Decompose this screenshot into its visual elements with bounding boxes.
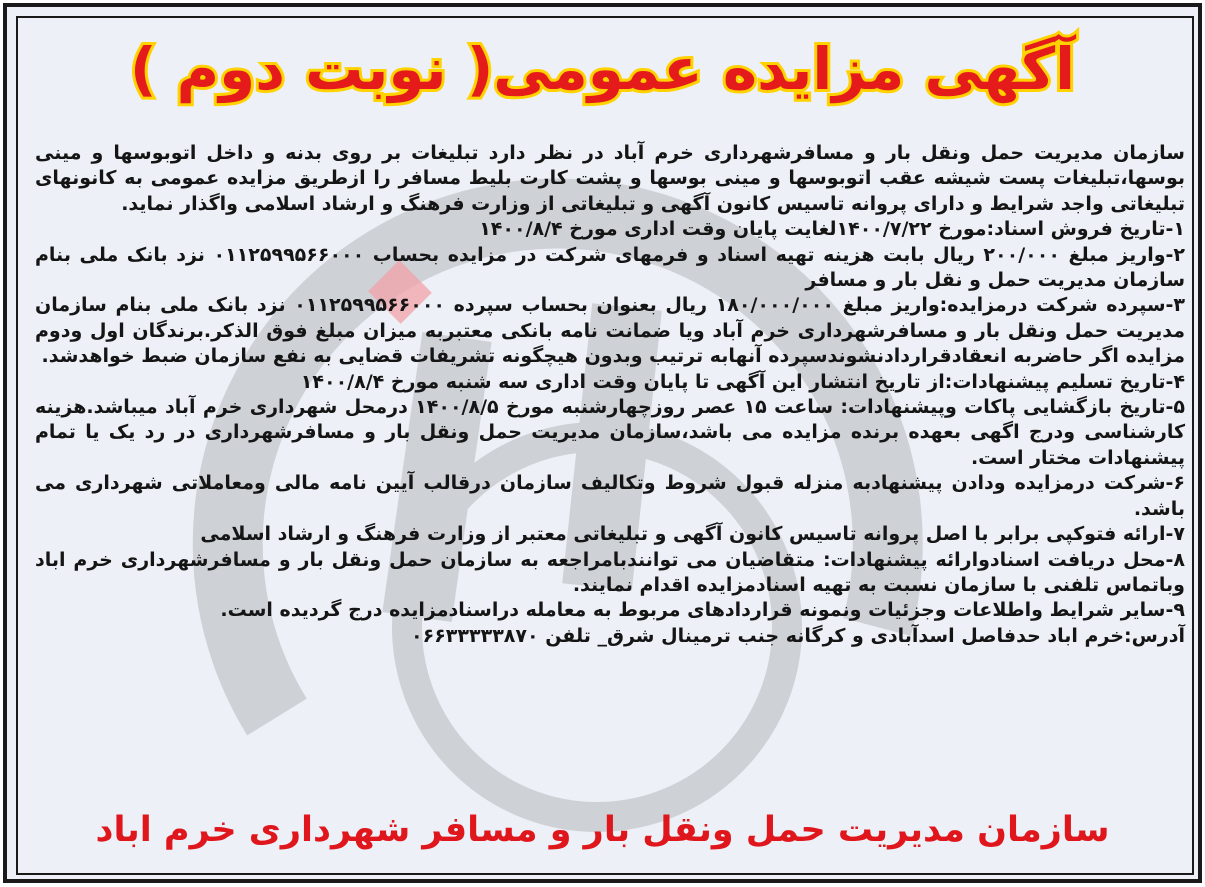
address-line: آدرس:خرم اباد حدفاصل اسدآبادی و کرگانه جنب ترمینال شرق_ تلفن ۰۶۶۳۳۳۳۳۸۷۰ [411,624,1185,647]
clause-7: ۷-ارائه فتوکپی برابر با اصل پروانه تاسیس کانون آگهی و تبلیغاتی معتبر از وزارت فرهنگ و ارشاد اسلامی [200,523,1185,546]
clause-9: ۹-سایر شرایط واطلاعات وجزئیات ونمونه قراردادهای مربوط به معامله دراسنادمزایده درج گردیده است. [220,599,1185,622]
clause-1: ۱-تاریخ فروش اسناد:مورخ ۱۴۰۰/۷/۲۲لغایت پایان وقت اداری مورخ ۱۴۰۰/۸/۴ [479,218,1185,241]
page-title: آگهی مزایده عمومی( نوبت دوم ) [129,35,1076,103]
clause-6: ۶-شرکت درمزایده ودادن پیشنهادبه منزله قبول شروط وتکالیف سازمان درقالب آیین نامه مالی ومعاملاتی شهرداری می باشد. [35,472,1185,520]
footer-organization: سازمان مدیریت حمل ونقل بار و مسافر شهرداری خرم اباد [95,810,1110,850]
announcement-frame [3,3,1202,883]
announcement-body [35,141,1185,649]
clause-5: ۵-تاریخ بازگشایی پاکات وپیشنهادات: ساعت ۱۵ عصر روزچهارشنبه مورخ ۱۴۰۰/۸/۵ درمحل شهرداری خرم آباد میباشد.هزینه کارشناسی ودرج اگهی بعهده برنده مزایده می باشد،سازمان مدیریت حمل ونقل بار و مسافرشهرداری در رد یک یا تمام پیشنهادات مختار است. [35,396,1186,469]
clause-8: ۸-محل دریافت اسنادوارائه پیشنهادات: متقاضیان می توانندبامراجعه به سازمان حمل ونقل بار و مسافرشهرداری خرم اباد وباتماس تلفنی با سازمان نسبت به تهیه اسنادمزایده اقدام نمایند. [35,548,1185,596]
clause-3: ۳-سپرده شرکت درمزایده:واریز مبلغ ۱۸۰/۰۰۰/۰۰۰ ریال بعنوان بحساب سپرده ۰۱۱۲۵۹۹۵۶۶۰۰۰ نزد بانک ملی بنام سازمان مدیریت حمل ونقل بار و مسافرشهرداری خرم آباد ویا ضمانت نامه بانکی معتبربه میزان مبلغ فوق الذکر.برندگان اول ودوم مزایده اگر حاضربه انعقادقراردادنشوندسپرده آنهابه ترتیب وبدون هیچگونه تشریفات قضایی به نفع سازمان ضبط خواهدشد. [35,294,1186,368]
intro-paragraph: سازمان مدیریت حمل ونقل بار و مسافرشهرداری خرم آباد در نظر دارد تبلیغات بر روی بدنه و داخل اتوبوسها و مینی بوسها،تبلیغات پست شیشه عقب اتوبوسها و مینی بوسها و پشت کارت بلیط مسافر را ازطریق مزایده عمومی به کانونهای تبلیغاتی واجد شرایط و دارای پروانه تاسیس کانون آگهی و تبلیغاتی از وزارت فرهنگ و ارشاد اسلامی واگذار نماید. [35,142,1185,215]
clause-4: ۴-تاریخ تسلیم پیشنهادات:از تاریخ انتشار این آگهی تا پایان وقت اداری سه شنبه مورخ ۱۴۰۰/۸/۴ [300,370,1185,393]
clause-2: ۲-واریز مبلغ ۲۰۰/۰۰۰ ریال بابت هزینه تهیه اسناد و فرمهای شرکت در مزایده بحساب ۰۱۱۲۵۹۹۵۶۶۰۰۰ نزد بانک ملی بنام سازمان مدیریت حمل و نقل بار و مسافر [35,243,1186,292]
